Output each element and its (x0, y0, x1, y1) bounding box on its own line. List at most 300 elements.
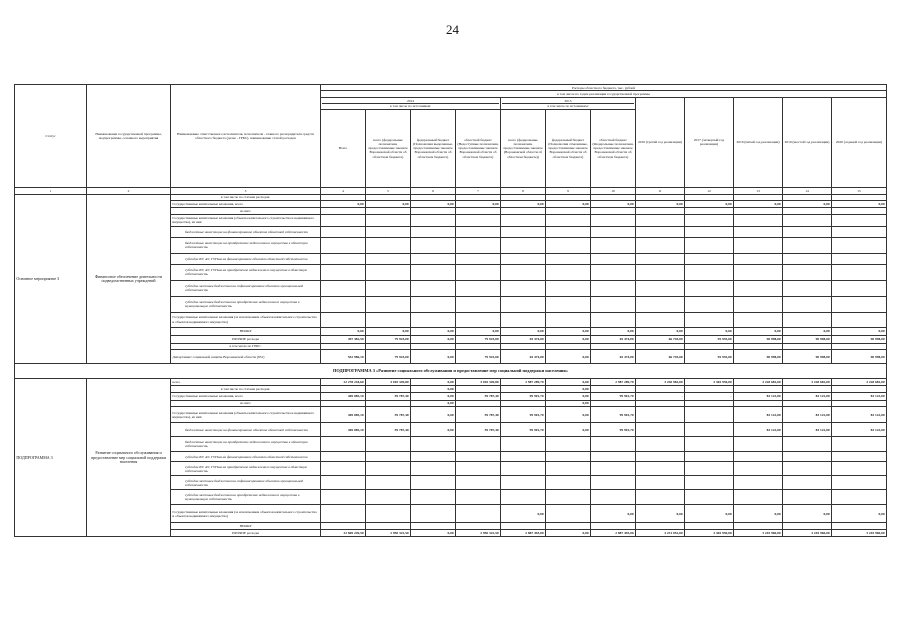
value-cell (832, 280, 887, 296)
value-cell: 3 228 682,00 (783, 379, 832, 386)
value-cell (591, 452, 636, 462)
value-cell (734, 462, 783, 476)
value-cell (411, 214, 456, 226)
value-cell (501, 312, 546, 327)
value-cell: 99 901,70 (591, 423, 636, 437)
value-cell: 83 122,00 (832, 407, 887, 423)
value-cell (734, 280, 783, 296)
value-cell (456, 296, 501, 312)
header-obl-budget-2015: областной бюджет (Федеральные полномочия, предоставляемые законом Воронежской области об областном бюджете) (591, 109, 636, 187)
row-label: Департамент социальной защиты Воронежской области (831) (171, 350, 321, 364)
value-cell: 99 901,70 (501, 407, 546, 423)
value-cell: 3 010 349,80 (456, 379, 501, 386)
value-cell (734, 214, 783, 226)
value-cell (411, 505, 456, 523)
header-2018: 2018 (пятый год реализации) (734, 97, 783, 187)
value-cell: 0,00 (456, 201, 501, 208)
value-cell: 0,00 (546, 379, 591, 386)
value-cell (366, 280, 411, 296)
row-status: Основное мероприятие 3 (15, 194, 87, 363)
value-cell: 0,00 (832, 327, 887, 335)
value-cell (783, 226, 832, 237)
value-cell: 0,00 (546, 400, 591, 406)
value-cell: 90 998,00 (832, 335, 887, 343)
col-num: 10 (591, 187, 636, 194)
value-cell: - (685, 392, 734, 400)
value-cell (685, 523, 734, 530)
value-cell (783, 253, 832, 264)
value-cell (636, 226, 685, 237)
row-label: Государственные капитальные вложения (за исключением объектов капитального строительства и объектов недвижимого имущества) (171, 312, 321, 327)
budget-table (14, 84, 887, 537)
section-subprogram-3 (15, 364, 887, 379)
value-cell: 0,00 (411, 530, 456, 537)
value-cell (685, 476, 734, 490)
row-label: ПРОЧИЕ расходы (171, 530, 321, 537)
value-cell (591, 312, 636, 327)
header-2017: 2017 (четвертый год реализации) (685, 97, 734, 187)
value-cell: 0,00 (546, 201, 591, 208)
value-cell (366, 237, 411, 253)
row-status: ПОДПРОГРАММА 3 (15, 379, 87, 537)
value-cell (321, 280, 366, 296)
value-cell (685, 280, 734, 296)
header-obl-budget-2014: областной бюджет (Недоступные полномочия, предоставляемые законом Воронежской области об областном бюджете) (456, 109, 501, 187)
value-cell: 83 122,00 (832, 423, 887, 437)
row-label: бюджетные инвестиции на финансирование объектов областной собственности (171, 226, 321, 237)
value-cell (456, 523, 501, 530)
value-cell (456, 264, 501, 280)
value-cell (366, 523, 411, 530)
row-label: субсидии местным бюджетам на приобретение недвижимого имущества в муниципальную собственность (171, 296, 321, 312)
value-cell: 0,00 (832, 505, 887, 523)
value-cell (734, 253, 783, 264)
table-row (15, 379, 887, 386)
value-cell (546, 296, 591, 312)
value-cell (456, 226, 501, 237)
value-cell (366, 264, 411, 280)
value-cell (411, 490, 456, 505)
value-cell (685, 226, 734, 237)
value-cell: 90 998,00 (832, 350, 887, 364)
row-label: субсидии БУ, АУ, ГУПам на приобретение недвижимого имущества в областную собственность (171, 264, 321, 280)
header-fed-budget-2014: федеральный бюджет (Полномочия выделенные, предоставляемые законом Воронежской области об областном бюджете) (411, 109, 456, 187)
value-cell: 2 950 322,50 (456, 530, 501, 537)
value-cell: 83 122,00 (832, 392, 887, 400)
value-cell (685, 264, 734, 280)
value-cell (366, 312, 411, 327)
value-cell (591, 214, 636, 226)
value-cell (685, 437, 734, 452)
value-cell: 66 745,00 (636, 335, 685, 343)
value-cell (783, 214, 832, 226)
value-cell (411, 476, 456, 490)
value-cell (411, 264, 456, 280)
value-cell (546, 452, 591, 462)
value-cell (456, 452, 501, 462)
value-cell: 0,00 (411, 350, 456, 364)
col-num: 3 (171, 187, 321, 194)
value-cell (366, 253, 411, 264)
value-cell: 0,00 (411, 335, 456, 343)
col-num: 14 (783, 187, 832, 194)
value-cell: 0,00 (591, 327, 636, 335)
block-main-activity-3 (15, 194, 887, 363)
value-cell: 0,00 (546, 407, 591, 423)
value-cell (321, 462, 366, 476)
value-cell: 0,00 (546, 335, 591, 343)
value-cell (636, 280, 685, 296)
value-cell (501, 226, 546, 237)
value-cell: 0,00 (501, 201, 546, 208)
value-cell (366, 462, 411, 476)
value-cell (546, 264, 591, 280)
value-cell: 59 787,40 (366, 407, 411, 423)
value-cell: 0,00 (636, 327, 685, 335)
value-cell: 2 987 289,70 (591, 379, 636, 386)
value-cell: 552 986,10 (321, 350, 366, 364)
value-cell: 99 901,70 (591, 392, 636, 400)
col-num: 5 (366, 187, 411, 194)
value-cell (321, 237, 366, 253)
value-cell (636, 490, 685, 505)
value-cell (321, 312, 366, 327)
value-cell: 0,00 (734, 201, 783, 208)
value-cell: 0,00 (685, 327, 734, 335)
value-cell: 0,00 (546, 530, 591, 537)
value-cell (636, 523, 685, 530)
value-cell (456, 505, 501, 523)
value-cell: 79 923,00 (456, 335, 501, 343)
value-cell (366, 452, 411, 462)
value-cell (546, 280, 591, 296)
value-cell (321, 490, 366, 505)
value-cell: 79 923,00 (366, 350, 411, 364)
value-cell (411, 280, 456, 296)
value-cell (366, 505, 411, 523)
value-cell (501, 490, 546, 505)
value-cell: 0,00 (366, 201, 411, 208)
value-cell: 3 365 930,00 (685, 379, 734, 386)
value-cell (832, 264, 887, 280)
value-cell: 469 085,10 (321, 423, 366, 437)
row-program: Финансовое обеспечение деятельности подведомственных учреждений (87, 194, 171, 363)
value-cell (321, 264, 366, 280)
value-cell (366, 490, 411, 505)
value-cell (832, 490, 887, 505)
value-cell (636, 253, 685, 264)
column-numbers-row (15, 187, 887, 194)
value-cell (832, 437, 887, 452)
value-cell (501, 462, 546, 476)
value-cell (832, 523, 887, 530)
value-cell: 0,00 (783, 505, 832, 523)
col-num: 12 (685, 187, 734, 194)
header-status: Статус (15, 85, 87, 188)
value-cell (636, 452, 685, 462)
value-cell (411, 226, 456, 237)
header-year-2015-label: 2015 (564, 98, 572, 103)
value-cell: 90 998,00 (783, 350, 832, 364)
value-cell (591, 226, 636, 237)
value-cell (546, 312, 591, 327)
value-cell (636, 296, 685, 312)
value-cell: 497 482,50 (321, 335, 366, 343)
row-label: Государственные капитальные вложения, всего (171, 392, 321, 400)
value-cell (685, 407, 734, 423)
value-cell (411, 462, 456, 476)
value-cell: - (636, 392, 685, 400)
value-cell (501, 452, 546, 462)
value-cell: 3 245 960,00 (832, 530, 887, 537)
value-cell (546, 523, 591, 530)
col-num: 11 (636, 187, 685, 194)
value-cell (685, 253, 734, 264)
col-num: 7 (456, 187, 501, 194)
value-cell (501, 476, 546, 490)
value-cell: 83 122,00 (783, 392, 832, 400)
header-total-2015: всего (федеральные полномочия, предоставляемые законом (Воронежской области об областном бюджете)) (501, 109, 546, 187)
value-cell (321, 226, 366, 237)
value-cell: 59 787,40 (456, 423, 501, 437)
value-cell (636, 407, 685, 423)
value-cell: 0,00 (366, 327, 411, 335)
value-cell (366, 214, 411, 226)
value-cell: 0,00 (321, 327, 366, 335)
row-label: Государственные капитальные вложения, всего (171, 201, 321, 208)
value-cell (411, 312, 456, 327)
row-label: НИОКР (171, 327, 321, 335)
value-cell (636, 462, 685, 476)
value-cell (685, 237, 734, 253)
value-cell (685, 423, 734, 437)
value-cell (783, 312, 832, 327)
value-cell (734, 237, 783, 253)
value-cell: 3 228 682,00 (832, 379, 887, 386)
value-cell (685, 452, 734, 462)
value-cell (501, 214, 546, 226)
value-cell (411, 523, 456, 530)
value-cell (591, 237, 636, 253)
value-cell: 59 787,40 (456, 407, 501, 423)
value-cell: 0,00 (546, 350, 591, 364)
value-cell: 99 901,70 (501, 392, 546, 400)
row-program: Развитие социального обслуживания и предоставление мер социальной поддержки населения (87, 379, 171, 537)
value-cell (501, 264, 546, 280)
row-label: в том числе по ГРБС: (171, 343, 321, 349)
value-cell (321, 452, 366, 462)
header-grbs: Наименование ответственного исполнителя, исполнителя - главного распорядителя средств областного бюджета (далее - ГРБС), наименование статей расходов (171, 85, 321, 188)
value-cell: 0,00 (636, 505, 685, 523)
value-cell: 65 474,00 (501, 350, 546, 364)
value-cell (636, 214, 685, 226)
value-cell (832, 253, 887, 264)
row-label: Государственные капитальные вложения (объекты капитального строительства и недвижимого имущества), из них: (171, 407, 321, 423)
value-cell (546, 237, 591, 253)
row-label: всего (171, 379, 321, 386)
row-label: субсидии БУ, АУ, ГУПам на финансирование объектов областной собственности (171, 253, 321, 264)
row-label: бюджетные инвестиции на приобретение недвижимого имущества в областную собственность (171, 437, 321, 452)
value-cell: 469 085,10 (321, 407, 366, 423)
value-cell: 90 998,00 (734, 335, 783, 343)
value-cell (783, 452, 832, 462)
row-label: субсидии БУ, АУ, ГУПам на приобретение недвижимого имущества в областную собственность (171, 462, 321, 476)
value-cell (501, 523, 546, 530)
value-cell: 65 474,00 (591, 335, 636, 343)
value-cell (321, 523, 366, 530)
header-fed-2014: всего (федеральные полномочия, предоставляемые законом Воронежской области об областном бюджете) (366, 109, 411, 187)
value-cell (321, 214, 366, 226)
value-cell (366, 437, 411, 452)
header-program: Наименование государственной программы, подпрограммы, основного мероприятия (87, 85, 171, 188)
value-cell: 0,00 (411, 407, 456, 423)
value-cell (832, 476, 887, 490)
value-cell (783, 237, 832, 253)
value-cell (636, 312, 685, 327)
value-cell: 59 787,40 (366, 392, 411, 400)
value-cell: 0,00 (685, 201, 734, 208)
value-cell (783, 523, 832, 530)
value-cell: 66 745,00 (636, 350, 685, 364)
section-title: ПОДПРОГРАММА 3 «Развитие социального обслуживания и предоставление мер социальной поддержки населения» (15, 364, 887, 379)
value-cell: 469 085,10 (321, 392, 366, 400)
row-label: Государственные капитальные вложения (объекты капитального строительства и недвижимого имущества), из них: (171, 214, 321, 226)
value-cell: 0,00 (591, 201, 636, 208)
value-cell (832, 237, 887, 253)
value-cell (734, 296, 783, 312)
value-cell: 83 122,00 (783, 423, 832, 437)
section-title-row (15, 364, 887, 379)
value-cell (685, 490, 734, 505)
value-cell (734, 226, 783, 237)
value-cell (456, 462, 501, 476)
value-cell (321, 505, 366, 523)
value-cell (591, 296, 636, 312)
value-cell (685, 462, 734, 476)
value-cell (366, 296, 411, 312)
value-cell: 0,00 (501, 327, 546, 335)
value-cell (685, 214, 734, 226)
value-cell: 0,00 (456, 327, 501, 335)
page-number: 24 (446, 22, 459, 37)
value-cell (783, 462, 832, 476)
value-cell: 0,00 (321, 201, 366, 208)
value-cell: 0,00 (734, 505, 783, 523)
value-cell: 3 230 982,00 (636, 379, 685, 386)
row-label: в том числе по статьям расходов: (171, 194, 321, 200)
value-cell (591, 523, 636, 530)
value-cell: 0,00 (734, 327, 783, 335)
value-cell: 3 245 960,00 (783, 530, 832, 537)
value-cell (366, 476, 411, 490)
value-cell: 0,00 (411, 327, 456, 335)
row-label: субсидии местным бюджетам на софинансирование объектов муниципальной собственности (171, 476, 321, 490)
value-cell (636, 476, 685, 490)
value-cell: 0,00 (546, 392, 591, 400)
value-cell (456, 476, 501, 490)
value-cell: 2 887 493,00 (591, 530, 636, 537)
value-cell: 95 935,00 (685, 350, 734, 364)
value-cell: 59 787,40 (366, 423, 411, 437)
col-num: 9 (546, 187, 591, 194)
value-cell (783, 437, 832, 452)
value-cell (456, 280, 501, 296)
value-cell: 0,00 (411, 386, 456, 392)
value-cell: 0,00 (636, 201, 685, 208)
value-cell (636, 423, 685, 437)
value-cell (546, 226, 591, 237)
value-cell (411, 253, 456, 264)
value-cell (546, 437, 591, 452)
value-cell (456, 214, 501, 226)
value-cell (591, 490, 636, 505)
value-cell: 22 869 249,50 (321, 530, 366, 537)
value-cell (636, 437, 685, 452)
row-label: НИОКР (171, 523, 321, 530)
value-cell: 3 231 052,00 (636, 530, 685, 537)
value-cell (501, 280, 546, 296)
value-cell: 3 365 930,00 (685, 530, 734, 537)
value-cell (321, 476, 366, 490)
header-incl-2015: в том числе по источникам: (502, 103, 633, 108)
col-num: 6 (411, 187, 456, 194)
value-cell (832, 214, 887, 226)
value-cell (591, 476, 636, 490)
value-cell: 2 887 493,00 (501, 530, 546, 537)
value-cell: 0,00 (411, 379, 456, 386)
value-cell: 3 010 349,80 (366, 379, 411, 386)
row-label: бюджетные инвестиции на финансирование объектов областной собственности (171, 423, 321, 437)
value-cell (734, 437, 783, 452)
value-cell: 0,00 (591, 505, 636, 523)
value-cell (411, 296, 456, 312)
value-cell: 59 787,40 (456, 392, 501, 400)
row-label: субсидии местным бюджетам на приобретение недвижимого имущества в муниципальную собственность (171, 490, 321, 505)
table-header (15, 85, 887, 195)
value-cell (832, 462, 887, 476)
value-cell: 2 950 322,50 (366, 530, 411, 537)
value-cell: 22 278 244,60 (321, 379, 366, 386)
row-label: из них: (171, 208, 321, 214)
value-cell (501, 296, 546, 312)
value-cell: 83 122,00 (734, 423, 783, 437)
header-2019: 2019 (шестой год реализации) (783, 97, 832, 187)
value-cell (734, 476, 783, 490)
value-cell: 0,00 (411, 201, 456, 208)
value-cell: 99 901,70 (501, 423, 546, 437)
row-label: ПРОЧИЕ расходы (171, 335, 321, 343)
value-cell (321, 253, 366, 264)
value-cell: 79 923,00 (366, 335, 411, 343)
value-cell: 90 998,00 (783, 335, 832, 343)
value-cell: 3 245 960,00 (734, 530, 783, 537)
value-cell: 83 122,00 (783, 407, 832, 423)
value-cell (591, 253, 636, 264)
value-cell (501, 437, 546, 452)
value-cell (321, 296, 366, 312)
value-cell (832, 226, 887, 237)
col-num: 15 (832, 187, 887, 194)
value-cell: 95 935,00 (685, 335, 734, 343)
header-total: Всего (321, 109, 366, 187)
value-cell (456, 437, 501, 452)
value-cell: 83 122,00 (734, 392, 783, 400)
header-year-2014-label: 2014 (407, 98, 414, 103)
value-cell (591, 280, 636, 296)
value-cell (456, 237, 501, 253)
value-cell: 99 901,70 (591, 407, 636, 423)
value-cell (456, 253, 501, 264)
